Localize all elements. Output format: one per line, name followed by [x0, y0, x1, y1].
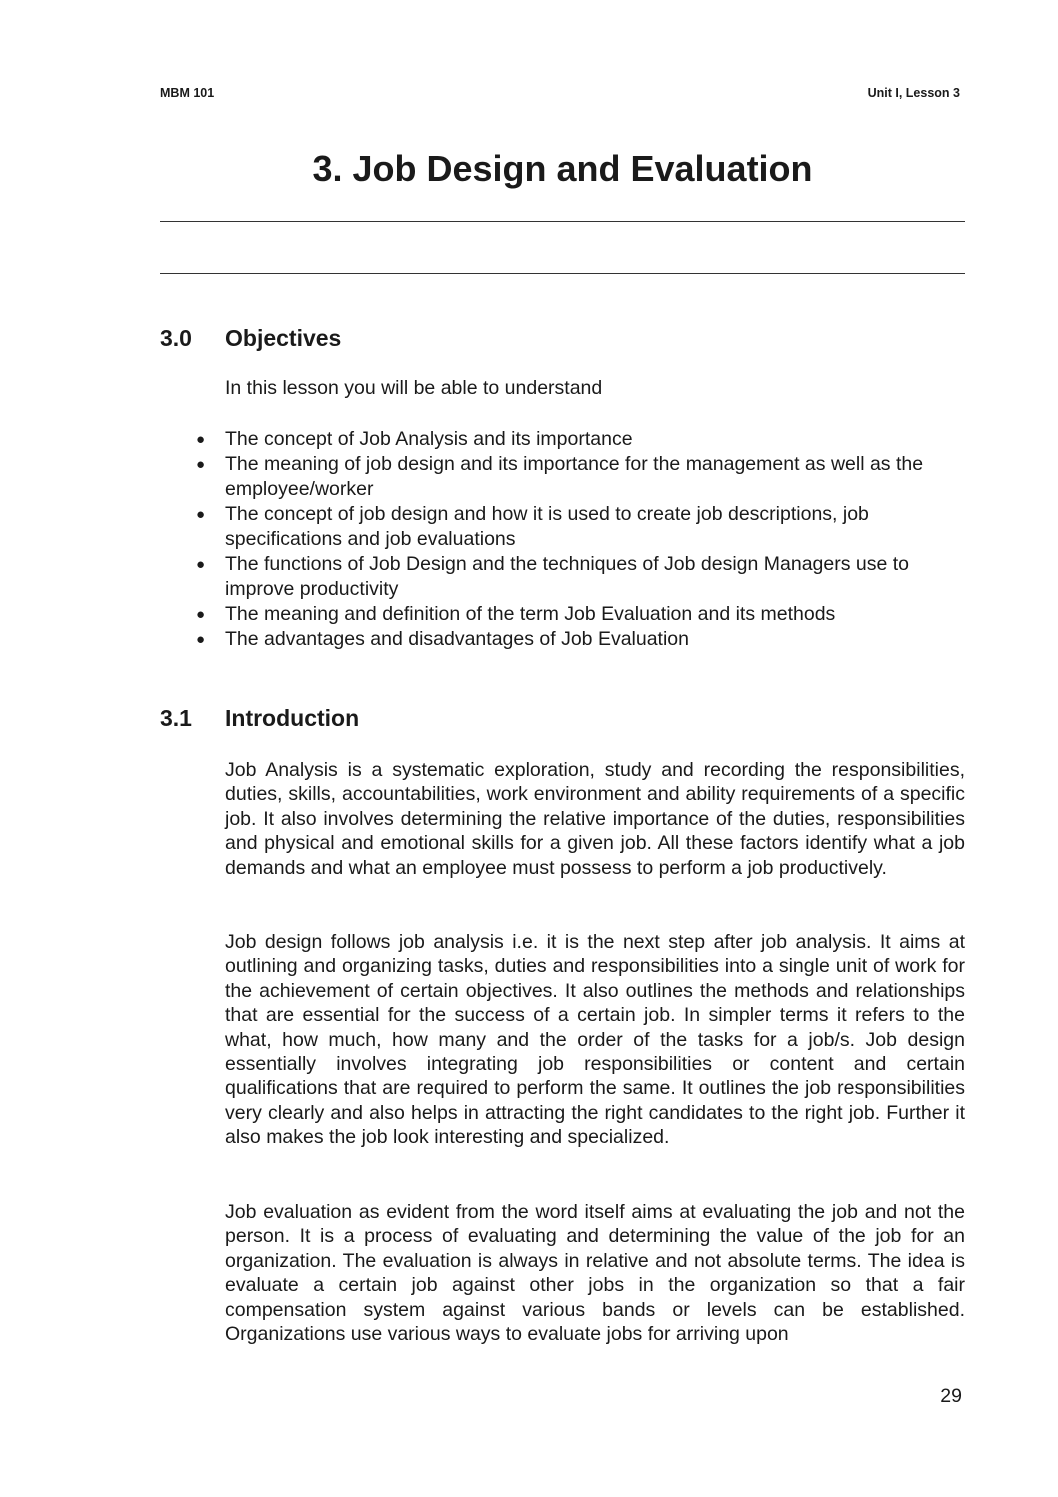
bullet-icon: ●: [196, 456, 206, 473]
objectives-list: [190, 427, 965, 652]
paragraph-job-design: Job design follows job analysis i.e. it is the next step after job analysis. It aims at outlining and organizing tasks, duties and responsibilities into a single unit of work for the achievement of certain objectives. It also outlines the methods and relationships that are essential for the success of a certain job. In simpler terms it refers to the what, how much, how many and the order of the tasks for a job/s. Job design essentially involves integrating job responsibilities or content and certain qualifications that are required to perform the same. It outlines the job responsibilities very clearly and also helps in attracting the right candidates to the right job. Further it also makes the job look interesting and specialized.: [225, 931, 965, 1149]
objectives-intro: In this lesson you will be able to understand: [225, 377, 603, 399]
bullet-icon: ●: [196, 606, 206, 623]
unit-lesson: Unit I, Lesson 3: [867, 86, 960, 100]
paragraph-job-evaluation: Job evaluation as evident from the word itself aims at evaluating the job and not the person. It is a process of evaluating and determining the value of the job for an organization. The evaluation is always in relative and not absolute terms. The idea is evaluate a certain job against other jobs in the organization so that a fair compensation system against various bands or levels can be established. Organizations use various ways to evaluate jobs for arriving upon: [225, 1201, 965, 1346]
bullet-icon: ●: [196, 506, 206, 523]
section-heading-objectives: [160, 325, 341, 352]
bullet-icon: ●: [196, 631, 206, 648]
course-code: MBM 101: [160, 86, 215, 100]
page-title: 3. Job Design and Evaluation: [312, 148, 813, 189]
list-item: ● The advantages and disadvantages of Job Evaluation: [196, 628, 690, 650]
running-header: [160, 86, 960, 100]
section-title: Introduction: [225, 705, 360, 731]
bullet-icon: ●: [196, 431, 206, 448]
list-item: ● The meaning of job design and its importance for the management as well as the employee/worker: [196, 453, 924, 500]
list-item: ● The functions of Job Design and the techniques of Job design Managers use to improve productivity: [196, 553, 910, 600]
bullet-icon: ●: [196, 556, 206, 573]
list-item: ● The concept of Job Analysis and its importance: [196, 428, 633, 450]
title-divider-top: [160, 221, 965, 222]
section-number: 3.1: [160, 705, 192, 731]
list-item: ● The meaning and definition of the term Job Evaluation and its methods: [196, 603, 836, 625]
paragraph-job-analysis: Job Analysis is a systematic exploration, study and recording the responsibilities, duties, skills, accountabilities, work environment and ability requirements of a specific job. It also involves determining the relative importance of the duties, responsibilities and physical and emotional skills for a given job. All these factors identify what a job demands and what an employee must possess to perform a job productively.: [225, 759, 965, 879]
section-heading-introduction: [160, 705, 359, 732]
section-number: 3.0: [160, 325, 192, 351]
list-item: ● The concept of job design and how it is used to create job descriptions, job specifications and job evaluations: [196, 503, 869, 550]
section-title: Objectives: [225, 325, 342, 351]
page-number: 29: [940, 1385, 962, 1407]
title-divider-bottom: [160, 273, 965, 274]
